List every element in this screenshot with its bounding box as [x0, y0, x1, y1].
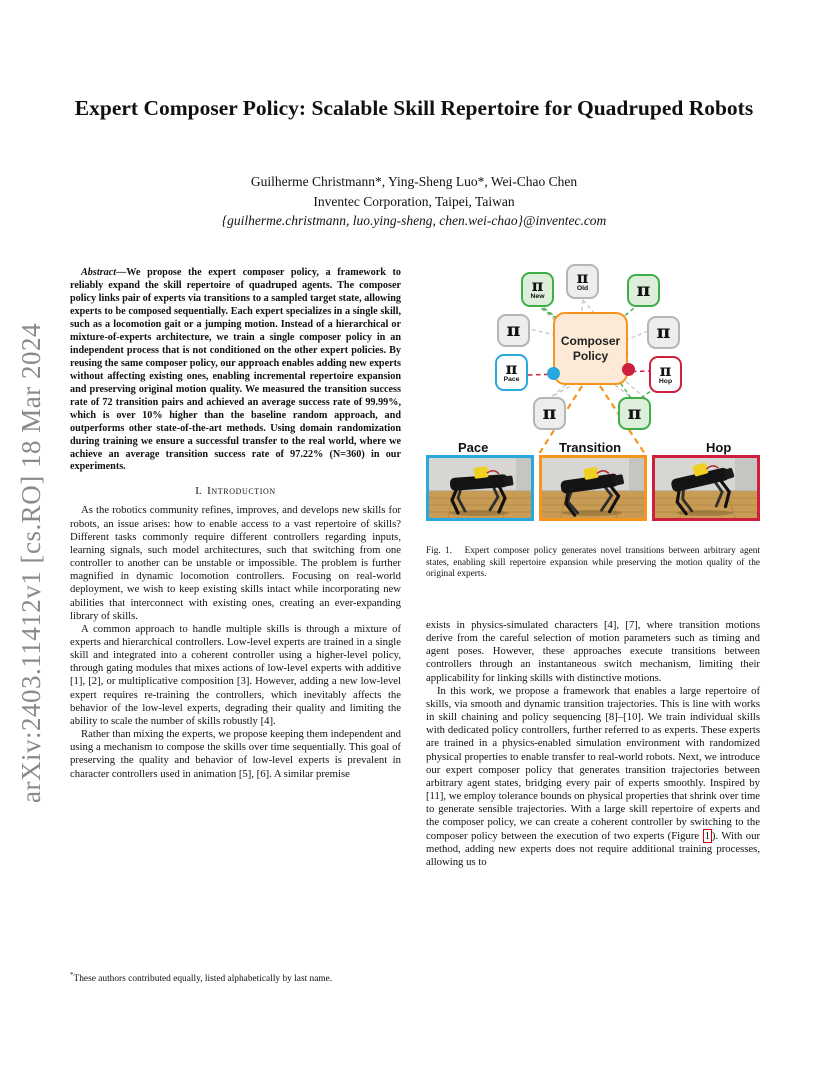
author-footnote — [70, 970, 401, 986]
expert-node-label: Pace — [503, 376, 520, 383]
expert-node-hop — [649, 356, 682, 393]
section-number: I. — [195, 485, 202, 498]
figure-1 — [426, 258, 760, 590]
pi-symbol: π — [505, 359, 518, 378]
right-paragraph-2 — [426, 685, 760, 869]
right-paragraph-2-text: In this work, we propose a framework that enables a large repertoire of skills, via smooth and dynamic transition trajectories. This is line with works in skill chaining and policy sequencing [8]–[10]. We train individual skills with dedicated policy controllers, further referred to as experts. These experts are trained in a physics-enabled simulation environment with randomized physical properties to enable transfer to real-world robots. Next, we introduce our expert composer policy that generates transition trajectories between arbitrary agent states, bridging every pair of experts smoothly. Inspired by [11], we employ tolerance bounds on physical properties that shrink over time to generate sensible trajectories. With a large skill repertoire of experts and the composer policy, we can create a coherent controller by switching to the composer policy between the execution of two experts (Figure — [426, 684, 760, 842]
pi-symbol: π — [656, 321, 671, 343]
composer-policy-diagram — [426, 258, 760, 455]
footnote-text: These authors contributed equally, listed alphabetically by last name. — [73, 974, 333, 985]
photo-hop-robot — [652, 455, 760, 521]
expert-node-pace — [495, 354, 528, 391]
expert-node-bottom-left — [533, 397, 566, 430]
author-block — [64, 172, 764, 231]
arxiv-stamp: arXiv:2403.11412v1 [cs.RO] 18 Mar 2024 — [16, 323, 46, 803]
intro-paragraph-3: Rather than mixing the experts, we propose keeping them independent and using a mechanism to compose the skills over time sequentially. This goal of preserving the quality and behavior of low-level experts is prevalent in character controllers used in animation [5], [6]. A similar premise — [70, 728, 401, 780]
expert-node-old — [566, 264, 599, 299]
figure-1-caption — [426, 546, 760, 581]
footnote-marker: * — [70, 971, 74, 979]
composer-policy-box: Composer Policy — [553, 312, 628, 385]
section-heading-introduction — [70, 485, 401, 497]
author-emails: {guilherme.christmann, luo.ying-sheng, chen.wei-chao}@inventec.com — [221, 213, 607, 229]
intro-paragraph-2: A common approach to handle multiple skills is through a mixture of experts and hierarchical controllers. Low-level experts are trained in a single skill and integrated into a coherent controller using a higher-level policy, through gating modules that mixes actions of low-level experts with additive [1], [2], or multiplicative composition [3]. However, adding a new low-level expert requires re-training the controllers, which inevitably affects the behavior of the low-level experts, degrading their quality and limiting the ability to scale the number of skills robustly [4]. — [70, 622, 401, 727]
right-paragraph-1: exists in physics-simulated characters [4], [7], where transition motions derive from the careful selection of motion parameters such as timing and agent poses. However, these approaches execute transitions between controllers through an instantaneous switch mechanism, limiting their applicability for linking skills with distinctive motions. — [426, 619, 760, 684]
figure-1-link[interactable]: 1 — [704, 829, 710, 842]
affiliation: Inventec Corporation, Taipei, Taiwan — [313, 193, 515, 209]
pi-symbol: π — [531, 276, 544, 295]
pi-symbol: π — [506, 319, 521, 341]
pi-symbol: π — [542, 402, 557, 424]
pi-symbol: π — [576, 268, 589, 287]
section-title: Introduction — [207, 485, 276, 498]
abstract-label: Abstract— — [81, 267, 127, 279]
expert-node-new — [521, 272, 554, 307]
robot-photos — [426, 455, 760, 521]
abstract-text: We propose the expert composer policy, a framework to reliably expand the skill repertoire of quadruped agents. The composer policy links pair of experts via transitions to a sampled target state, allowing experts to be composed sequentially. Each expert specializes in a single skill, such as a locomotion gait or a jumping motion. Instead of a hierarchical or mixture-of-experts architecture, we train a single composer policy in an independent process that is not conditioned on the other expert policies. By reusing the same composer policy, our approach enables adding new experts without affecting existing ones, enabling incremental repertoire expansion and preserving original motion quality. We measured the transition success rate of 72 transition pairs and achieved an average success rate of 99.99%, which is over 10% higher than the baseline random approach, and outperforms other state-of-the-art methods. Using domain randomization during training we ensure a successful transfer to the real world, where we achieve an average transition success rate of 97.22% (N=360) in our experiments. — [70, 267, 401, 473]
expert-node-label: New — [530, 293, 545, 300]
expert-node-mid-right — [647, 316, 680, 349]
photo-label-pace: Pace — [458, 440, 489, 455]
expert-node-top-right — [627, 274, 660, 307]
photo-transition-robot — [539, 455, 647, 521]
pi-symbol: π — [627, 402, 642, 424]
photo-pace-robot — [426, 455, 534, 521]
pi-symbol: π — [659, 361, 672, 380]
expert-node-bottom-right — [618, 397, 651, 430]
hop-state-dot — [622, 363, 635, 376]
pace-state-dot — [547, 367, 560, 380]
left-column — [70, 257, 401, 781]
robot-image — [429, 458, 531, 518]
right-paragraph-2-tail: ). With our method, adding new experts does not require additional training processes, allowing us to — [426, 829, 760, 868]
caption-text: Expert composer policy generates novel transitions between arbitrary agent states, enabling skill repertoire expansion while preserving the motion quality of the original experts. — [426, 546, 761, 580]
abstract — [70, 267, 401, 474]
expert-node-label: Old — [576, 285, 589, 292]
expert-node-label: Hop — [658, 378, 673, 385]
photo-label-transition: Transition — [559, 440, 622, 455]
robot-image — [542, 458, 644, 518]
photo-label-hop: Hop — [706, 440, 732, 455]
robot-image — [655, 458, 757, 518]
author-names: Guilherme Christmann*, Ying-Sheng Luo*, Wei-Chao Chen — [250, 174, 578, 189]
paper-title: Expert Composer Policy: Scalable Skill Repertoire for Quadruped Robots — [74, 96, 754, 120]
caption-label: Fig. 1. — [426, 546, 452, 556]
intro-paragraph-1: As the robotics community refines, improves, and develops new skills for robots, an issue arises: how to enable access to a vast repertoire of skills? Different tasks commonly require different controllers regarding inputs, learning signals, such model architectures, such that switching from one controller to another can be unstable or impossible. The problem is further magnified in dynamic locomotion controllers. Focusing on real-world deployment, we wish to keep existing skills intact while incorporating new abilities that interconnect with existing ones, creating an ever-expanding library of skills. — [70, 504, 401, 622]
expert-node-mid-left — [497, 314, 530, 347]
pi-symbol: π — [636, 279, 651, 301]
right-column — [426, 619, 760, 869]
